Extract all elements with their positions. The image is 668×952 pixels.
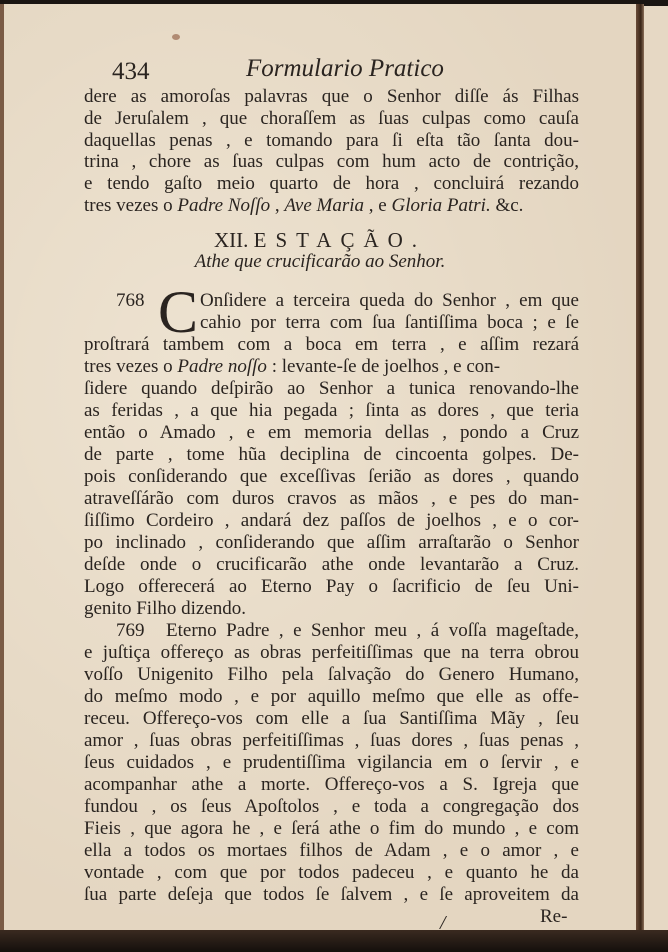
text-line: ſiſſimo Cordeiro , andará dez paſſos de joelhos , e o cor- bbox=[84, 510, 579, 531]
text-line: ſua parte deſeja que todos ſe ſalvem , e ſe aproveitem da bbox=[84, 884, 579, 905]
text: &c. bbox=[490, 195, 524, 216]
book-gutter bbox=[636, 4, 644, 936]
text-line: ſeus cuidados , e prudentiſſima vigilancia em o ſervir , e bbox=[84, 752, 579, 773]
text-line: daquellas penas , e tomando para ſi eſta tão ſanta dou- bbox=[84, 130, 579, 151]
paragraph-number: 769 bbox=[116, 620, 145, 641]
text-line: voſſo Unigenito Filho pela ſalvação do Genero Humano, bbox=[84, 664, 579, 685]
text-line: então o Amado , e em memoria dellas , pondo a Cruz bbox=[84, 422, 579, 443]
paragraph-number: 768 bbox=[116, 290, 145, 311]
text-line: pois conſiderando que exceſſivas ſerião as dores , quando bbox=[84, 466, 579, 487]
text-line: e tendo gaſto meio quarto de hora , concluirá rezando bbox=[84, 173, 579, 194]
signature-mark: / bbox=[440, 912, 446, 934]
text-line: po inclinado , conſiderando que aſſim arraſtarão o Senhor bbox=[84, 532, 579, 553]
text: , e bbox=[364, 195, 392, 216]
text-line: dere as amoroſas palavras que o Senhor diſſe ás Filhas bbox=[84, 86, 579, 107]
section-subtitle: Athe que crucificarão ao Senhor. bbox=[194, 251, 446, 272]
text-line: genito Filho dizendo. bbox=[84, 598, 247, 619]
prayer-name: Gloria Patri. bbox=[391, 195, 491, 216]
text-line: cahio por terra com ſua ſantiſſima boca ; e ſe bbox=[200, 312, 579, 333]
section-title: ESTAÇÃO. bbox=[253, 228, 427, 252]
facing-page-edge bbox=[644, 6, 668, 934]
text-line: de parte , tome hũa deciplina de cincoenta golpes. De- bbox=[84, 444, 579, 465]
text-line: acompanhar athe a morte. Offereço-vos a S. Igreja que bbox=[84, 774, 579, 795]
text-line: Fieis , que agora he , e ſerá athe o fim do mundo , e com bbox=[84, 818, 579, 839]
text-line: vontade , com que por todos padeceu , e quanto he da bbox=[84, 862, 579, 883]
text-line-prayer bbox=[84, 356, 579, 377]
text-line: Logo offerecerá ao Eterno Pay o ſacrificio de ſeu Uni- bbox=[84, 576, 579, 597]
drop-cap: C bbox=[158, 279, 199, 345]
text-line: do meſmo modo , e por aquillo meſmo que elle as offe- bbox=[84, 686, 579, 707]
text-line: receu. Offereço-vos com elle a ſua Santiſſima Mãy , ſeu bbox=[84, 708, 579, 729]
text-line: ſidere quando deſpirão ao Senhor a tunica renovando-lhe bbox=[84, 378, 579, 399]
text: , bbox=[270, 195, 285, 216]
text-line: deſde onde o crucificarão athe onde levantarão a Cruz. bbox=[84, 554, 579, 575]
text-line: proſtrará tambem com a boca em terra , e aſſim rezará bbox=[84, 334, 579, 355]
section-heading bbox=[0, 228, 640, 253]
page-number: 434 bbox=[112, 58, 150, 85]
catchword: Re- bbox=[540, 906, 568, 927]
text-line-prayers bbox=[84, 195, 579, 216]
text-line: Eterno Padre , e Senhor meu , á voſſa mageſtade, bbox=[166, 620, 579, 641]
prayer-name: Padre noſſo bbox=[177, 356, 267, 377]
paper-stain bbox=[172, 34, 180, 40]
running-title: Formulario Pratico bbox=[246, 55, 444, 82]
text-line: e juſtiça offereço as obras perfeitiſſimas que na terra obrou bbox=[84, 642, 579, 663]
text-line: de Jeruſalem , que choraſſem as ſuas culpas como cauſa bbox=[84, 108, 579, 129]
bottom-shadow bbox=[0, 930, 668, 952]
text-line: as feridas , a que hia pegada ; ſinta as dores , que teria bbox=[84, 400, 579, 421]
text-line: Onſidere a terceira queda do Senhor , em que bbox=[200, 290, 579, 311]
section-numeral: XII. bbox=[213, 228, 249, 252]
text: tres vezes o bbox=[84, 356, 178, 377]
text-line: fundou , os ſeus Apoſtolos , e toda a congregação dos bbox=[84, 796, 579, 817]
prayer-name: Ave Maria bbox=[284, 195, 365, 216]
text-line: ella a todos os mortaes filhos de Adam , e o amor , e bbox=[84, 840, 579, 861]
text: tres vezes o bbox=[84, 195, 178, 216]
text-line: trina , chore as ſuas culpas com hum acto de contrição, bbox=[84, 151, 579, 172]
text-line: atraveſſárão com duros cravos as mãos , e pes do man- bbox=[84, 488, 579, 509]
text: : levante-ſe de joelhos , e con- bbox=[266, 356, 501, 377]
text-line: amor , ſuas obras perfeitiſſimas , ſuas dores , ſuas penas , bbox=[84, 730, 579, 751]
prayer-name: Padre Noſſo bbox=[177, 195, 271, 216]
